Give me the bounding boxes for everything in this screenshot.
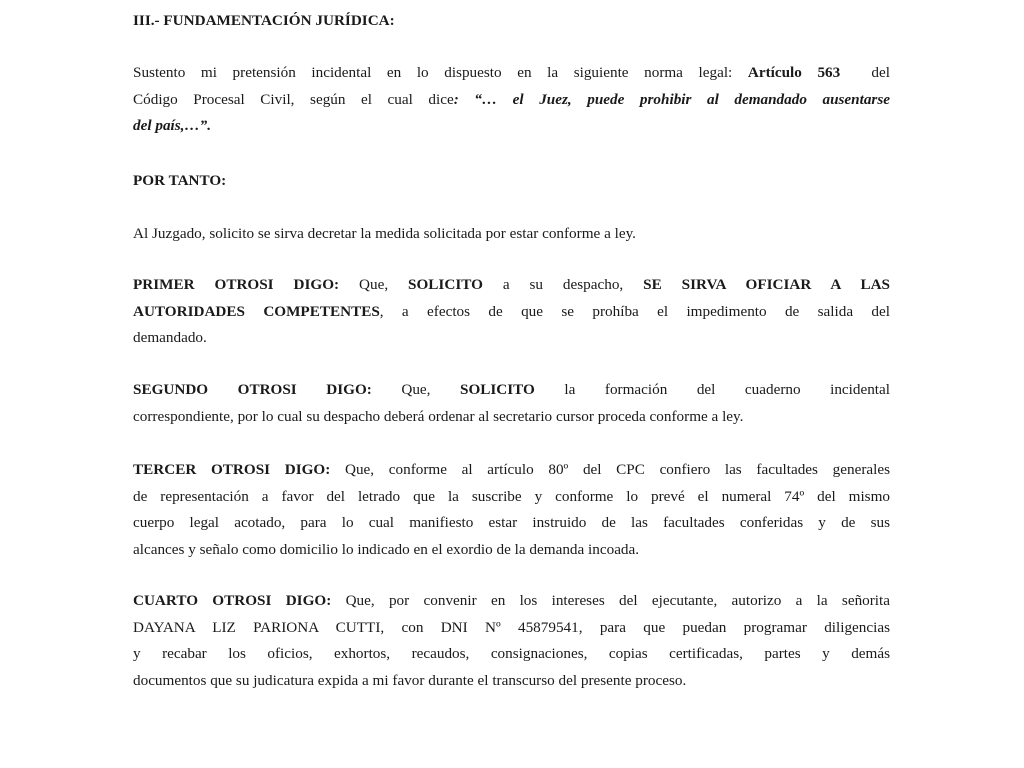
paragraph-line: SEGUNDO OTROSI DIGO: Que, SOLICITO la formación del cuaderno incidental xyxy=(133,381,890,398)
otrosi-label: CUARTO OTROSI DIGO: xyxy=(133,592,332,609)
paragraph-line: AUTORIDADES COMPETENTES, a efectos de que se prohíba el impedimento de salida del xyxy=(133,302,890,320)
paragraph-cuarto-otrosi xyxy=(133,588,890,694)
paragraph-line: alcances y señalo como domicilio lo indicado en el exordio de la demanda incoada. xyxy=(133,540,640,558)
legal-quote-end: del país,…”. xyxy=(133,117,212,134)
paragraph-line: Código Procesal Civil, según el cual dice: “… el Juez, puede prohibir al demandado ausentarse xyxy=(133,90,890,108)
paragraph-line: documentos que su judicatura expida a mi favor durante el transcurso del presente proceso. xyxy=(133,671,687,689)
paragraph-fundamentacion xyxy=(133,60,890,140)
paragraph-line: de representación a favor del letrado que la suscribe y conforme lo prevé el numeral 74º del mismo xyxy=(133,487,890,505)
paragraph-segundo-otrosi xyxy=(133,377,890,430)
paragraph-line: Sustento mi pretensión incidental en lo dispuesto en la siguiente norma legal: Artículo 563 del xyxy=(133,64,890,81)
paragraph-line: DAYANA LIZ PARIONA CUTTI, con DNI Nº 45879541, para que puedan programar diligencias xyxy=(133,618,890,636)
paragraph-line xyxy=(133,113,890,140)
article-reference: Artículo 563 xyxy=(747,64,841,81)
paragraph-line: TERCER OTROSI DIGO: Que, conforme al artículo 80º del CPC confiero las facultades generales xyxy=(133,461,890,478)
otrosi-label: TERCER OTROSI DIGO: xyxy=(133,461,331,478)
legal-quote: : “… el Juez, puede prohibir al demandado ausentarse xyxy=(453,90,890,108)
paragraph-tercer-otrosi xyxy=(133,457,890,563)
por-tanto-title: POR TANTO: xyxy=(133,172,227,189)
paragraph-line: demandado. xyxy=(133,329,207,346)
paragraph-primer-otrosi xyxy=(133,272,890,352)
paragraph-line: correspondiente, por lo cual su despacho deberá ordenar al secretario cursor proceda conforme a ley. xyxy=(133,407,744,425)
otrosi-label: SEGUNDO OTROSI DIGO: xyxy=(133,381,372,398)
paragraph-por-tanto xyxy=(133,221,890,248)
paragraph-line: y recabar los oficios, exhortos, recaudos, consignaciones, copias certificadas, partes y demás xyxy=(133,645,890,662)
paragraph-line: cuerpo legal acotado, para lo cual manifiesto estar instruido de las facultades conferidas y de sus xyxy=(133,514,890,531)
section-title: III.- FUNDAMENTACIÓN JURÍDICA: xyxy=(133,12,395,29)
paragraph-line: CUARTO OTROSI DIGO: Que, por convenir en los intereses del ejecutante, autorizo a la señorita xyxy=(133,592,890,609)
paragraph-line: PRIMER OTROSI DIGO: Que, SOLICITO a su despacho, SE SIRVA OFICIAR A LAS xyxy=(133,276,891,293)
paragraph-line: Al Juzgado, solicito se sirva decretar la medida solicitada por estar conforme a ley. xyxy=(133,225,636,242)
otrosi-label: PRIMER OTROSI DIGO: xyxy=(133,276,340,293)
